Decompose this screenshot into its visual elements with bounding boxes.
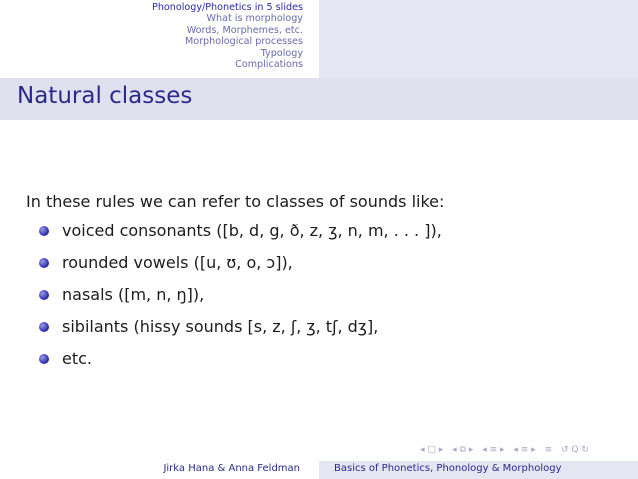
nav-item-words-morphemes[interactable]: Words, Morphemes, etc.: [186, 24, 303, 36]
bullet-icon: [39, 290, 49, 300]
list-item: [26, 249, 616, 281]
frame-title: Natural classes: [17, 83, 193, 109]
nav-item-phonology[interactable]: Phonology/Phonetics in 5 slides: [152, 2, 303, 13]
header: [0, 0, 638, 78]
section-navigation: [152, 2, 303, 70]
footer-author: Jirka Hana & Anna Feldman: [163, 463, 300, 474]
bullet-icon: [39, 354, 49, 364]
menu-icon[interactable]: ≡: [544, 445, 553, 455]
frame-title-bar: [0, 78, 638, 120]
subsection-nav-icon[interactable]: ◂ ⧉ ▸: [452, 445, 474, 455]
list-item: [26, 281, 616, 313]
beamer-navigation-symbols: [420, 444, 595, 456]
list-item-text: sibilants (hissy sounds [s, z, ʃ, ʒ, tʃ, dʒ],: [62, 317, 379, 336]
footer-title: Basics of Phonetics, Phonology & Morphology: [334, 463, 562, 474]
list-item: [26, 217, 616, 249]
nav-item-morphological-processes[interactable]: Morphological processes: [184, 36, 303, 48]
list-item-text: voiced consonants ([b, d, g, ð, z, ʒ, n, m, . . . ]),: [62, 221, 442, 240]
nav-item-typology[interactable]: Typology: [260, 47, 303, 59]
document-nav-icon[interactable]: ◂ ≡ ▸: [513, 445, 536, 455]
bullet-icon: [39, 258, 49, 268]
footer: [0, 461, 638, 479]
intro-text: In these rules we can refer to classes of sounds like:: [26, 192, 445, 211]
slide-content: [26, 192, 616, 377]
bullet-icon: [39, 226, 49, 236]
header-right-band: [319, 0, 638, 78]
list-item: [26, 345, 616, 377]
section-nav-icon[interactable]: ◂ ≡ ▸: [482, 445, 505, 455]
bullet-list: [26, 217, 616, 377]
nav-item-what-is-morphology[interactable]: What is morphology: [206, 13, 303, 25]
list-item-text: rounded vowels ([u, ʊ, o, ɔ]),: [62, 253, 293, 272]
search-back-forward-icon[interactable]: ↺ Q ↻: [561, 445, 589, 455]
list-item: [26, 313, 616, 345]
list-item-text: etc.: [62, 349, 92, 368]
frame-nav-icon[interactable]: ◂ □ ▸: [420, 445, 444, 455]
bullet-icon: [39, 322, 49, 332]
nav-item-complications[interactable]: Complications: [235, 59, 303, 71]
list-item-text: nasals ([m, n, ŋ]),: [62, 285, 205, 304]
